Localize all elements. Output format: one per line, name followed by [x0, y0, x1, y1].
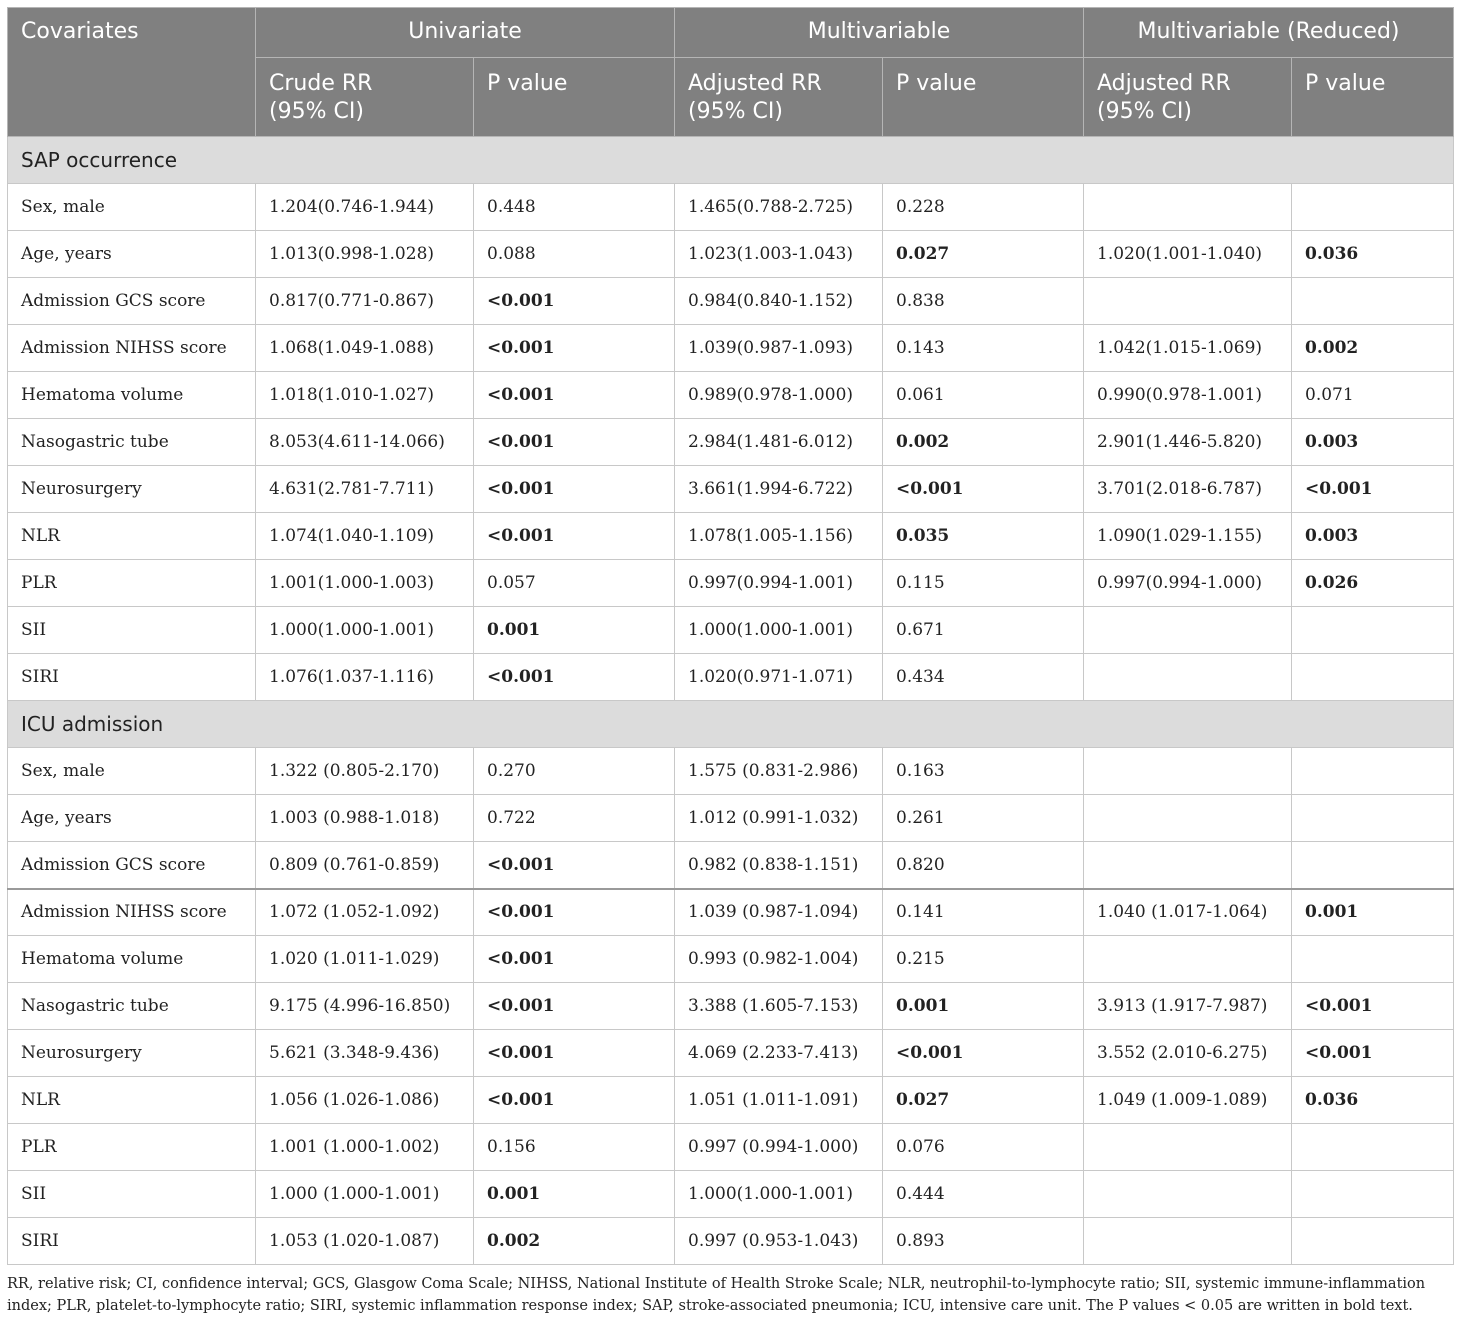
- covariate-name: SII: [8, 607, 256, 654]
- multivariable-rr: 1.465(0.788-2.725): [675, 184, 883, 231]
- reduced-p: [1292, 1124, 1454, 1171]
- table-row: [8, 795, 1454, 842]
- multivariable-rr: 4.069 (2.233-7.413): [675, 1030, 883, 1077]
- table-row: [8, 748, 1454, 795]
- reduced-rr: [1084, 184, 1292, 231]
- reduced-p: [1292, 607, 1454, 654]
- multivariable-rr: 3.661(1.994-6.722): [675, 466, 883, 513]
- multivariable-p: 0.115: [883, 560, 1084, 607]
- reduced-p: 0.003: [1292, 513, 1454, 560]
- multivariable-p: <0.001: [883, 1030, 1084, 1077]
- univariate-rr: 1.072 (1.052-1.092): [256, 889, 474, 936]
- table-row: [8, 466, 1454, 513]
- multivariable-rr: 1.039(0.987-1.093): [675, 325, 883, 372]
- univariate-rr: 1.076(1.037-1.116): [256, 654, 474, 701]
- multivariable-p: 0.163: [883, 748, 1084, 795]
- reduced-p: [1292, 654, 1454, 701]
- reduced-p: 0.026: [1292, 560, 1454, 607]
- reduced-rr: 1.090(1.029-1.155): [1084, 513, 1292, 560]
- table-row: [8, 325, 1454, 372]
- header-sub-adjusted-rr-reduced: Adjusted RR (95% CI): [1084, 58, 1292, 137]
- univariate-p: 0.270: [474, 748, 675, 795]
- reduced-rr: 0.990(0.978-1.001): [1084, 372, 1292, 419]
- table-row: [8, 654, 1454, 701]
- reduced-p: [1292, 184, 1454, 231]
- multivariable-rr: 1.020(0.971-1.071): [675, 654, 883, 701]
- reduced-p: [1292, 1218, 1454, 1265]
- multivariable-p: 0.434: [883, 654, 1084, 701]
- table-row: [8, 889, 1454, 936]
- table-row: [8, 1171, 1454, 1218]
- multivariable-rr: 0.989(0.978-1.000): [675, 372, 883, 419]
- multivariable-rr: 2.984(1.481-6.012): [675, 419, 883, 466]
- table-row: [8, 231, 1454, 278]
- covariate-name: SIRI: [8, 654, 256, 701]
- covariate-name: Nasogastric tube: [8, 419, 256, 466]
- multivariable-rr: 1.039 (0.987-1.094): [675, 889, 883, 936]
- multivariable-p: 0.027: [883, 1077, 1084, 1124]
- reduced-rr: [1084, 1124, 1292, 1171]
- univariate-p: 0.001: [474, 607, 675, 654]
- reduced-rr: [1084, 278, 1292, 325]
- header-sub-adjusted-rr: Adjusted RR (95% CI): [675, 58, 883, 137]
- covariate-name: SIRI: [8, 1218, 256, 1265]
- univariate-rr: 1.018(1.010-1.027): [256, 372, 474, 419]
- reduced-p: 0.036: [1292, 231, 1454, 278]
- reduced-p: <0.001: [1292, 466, 1454, 513]
- univariate-p: <0.001: [474, 889, 675, 936]
- table-row: [8, 1030, 1454, 1077]
- covariate-name: Hematoma volume: [8, 936, 256, 983]
- multivariable-rr: 0.997 (0.994-1.000): [675, 1124, 883, 1171]
- covariate-name: NLR: [8, 513, 256, 560]
- reduced-rr: [1084, 607, 1292, 654]
- reduced-rr: 1.042(1.015-1.069): [1084, 325, 1292, 372]
- header-covariates: Covariates: [8, 8, 256, 137]
- multivariable-p: 0.261: [883, 795, 1084, 842]
- covariate-name: Age, years: [8, 795, 256, 842]
- covariate-name: Admission NIHSS score: [8, 889, 256, 936]
- multivariable-p: 0.035: [883, 513, 1084, 560]
- univariate-p: 0.448: [474, 184, 675, 231]
- univariate-p: 0.722: [474, 795, 675, 842]
- univariate-rr: 1.020 (1.011-1.029): [256, 936, 474, 983]
- table-row: [8, 842, 1454, 889]
- table-row: [8, 419, 1454, 466]
- covariate-name: Sex, male: [8, 184, 256, 231]
- reduced-rr: 3.552 (2.010-6.275): [1084, 1030, 1292, 1077]
- multivariable-rr: 1.000(1.000-1.001): [675, 607, 883, 654]
- reduced-rr: 3.701(2.018-6.787): [1084, 466, 1292, 513]
- header-group-univariate: Univariate: [256, 8, 675, 58]
- reduced-rr: 1.040 (1.017-1.064): [1084, 889, 1292, 936]
- multivariable-p: 0.444: [883, 1171, 1084, 1218]
- covariate-name: SII: [8, 1171, 256, 1218]
- reduced-p: [1292, 795, 1454, 842]
- reduced-rr: [1084, 1171, 1292, 1218]
- univariate-rr: 4.631(2.781-7.711): [256, 466, 474, 513]
- multivariable-p: 0.228: [883, 184, 1084, 231]
- univariate-rr: 1.000(1.000-1.001): [256, 607, 474, 654]
- covariate-name: NLR: [8, 1077, 256, 1124]
- reduced-p: <0.001: [1292, 1030, 1454, 1077]
- univariate-p: <0.001: [474, 513, 675, 560]
- multivariable-rr: 1.012 (0.991-1.032): [675, 795, 883, 842]
- univariate-p: 0.001: [474, 1171, 675, 1218]
- table-row: [8, 607, 1454, 654]
- reduced-p: [1292, 936, 1454, 983]
- reduced-p: [1292, 748, 1454, 795]
- section-title: ICU admission: [8, 701, 1454, 748]
- reduced-p: [1292, 278, 1454, 325]
- covariate-name: Age, years: [8, 231, 256, 278]
- multivariable-rr: 0.997(0.994-1.001): [675, 560, 883, 607]
- univariate-p: 0.156: [474, 1124, 675, 1171]
- reduced-rr: [1084, 748, 1292, 795]
- header-group-multivariable-reduced: Multivariable (Reduced): [1084, 8, 1454, 58]
- univariate-p: <0.001: [474, 654, 675, 701]
- reduced-p: 0.002: [1292, 325, 1454, 372]
- multivariable-p: 0.838: [883, 278, 1084, 325]
- reduced-p: [1292, 1171, 1454, 1218]
- reduced-rr: [1084, 795, 1292, 842]
- reduced-rr: 1.020(1.001-1.040): [1084, 231, 1292, 278]
- univariate-rr: 1.056 (1.026-1.086): [256, 1077, 474, 1124]
- multivariable-rr: 1.078(1.005-1.156): [675, 513, 883, 560]
- univariate-p: <0.001: [474, 936, 675, 983]
- univariate-p: <0.001: [474, 1030, 675, 1077]
- univariate-rr: 8.053(4.611-14.066): [256, 419, 474, 466]
- covariate-name: Hematoma volume: [8, 372, 256, 419]
- multivariable-p: 0.141: [883, 889, 1084, 936]
- table-row: [8, 560, 1454, 607]
- covariate-name: Nasogastric tube: [8, 983, 256, 1030]
- univariate-p: <0.001: [474, 842, 675, 889]
- header-sub-crude-rr: Crude RR (95% CI): [256, 58, 474, 137]
- univariate-rr: 1.204(0.746-1.944): [256, 184, 474, 231]
- multivariable-rr: 1.575 (0.831-2.986): [675, 748, 883, 795]
- reduced-rr: [1084, 936, 1292, 983]
- multivariable-p: 0.671: [883, 607, 1084, 654]
- multivariable-rr: 0.993 (0.982-1.004): [675, 936, 883, 983]
- multivariable-p: <0.001: [883, 466, 1084, 513]
- univariate-p: <0.001: [474, 983, 675, 1030]
- multivariable-p: 0.820: [883, 842, 1084, 889]
- results-table: [7, 7, 1454, 1265]
- reduced-p: 0.003: [1292, 419, 1454, 466]
- table-row: [8, 1218, 1454, 1265]
- univariate-p: <0.001: [474, 419, 675, 466]
- univariate-p: 0.088: [474, 231, 675, 278]
- univariate-rr: 5.621 (3.348-9.436): [256, 1030, 474, 1077]
- header-sub-p-value: P value: [474, 58, 675, 137]
- reduced-rr: 0.997(0.994-1.000): [1084, 560, 1292, 607]
- reduced-p: 0.036: [1292, 1077, 1454, 1124]
- univariate-rr: 1.013(0.998-1.028): [256, 231, 474, 278]
- table-row: [8, 983, 1454, 1030]
- univariate-p: 0.002: [474, 1218, 675, 1265]
- reduced-rr: 1.049 (1.009-1.089): [1084, 1077, 1292, 1124]
- covariate-name: Admission GCS score: [8, 278, 256, 325]
- multivariable-rr: 1.023(1.003-1.043): [675, 231, 883, 278]
- univariate-rr: 0.817(0.771-0.867): [256, 278, 474, 325]
- multivariable-rr: 1.000(1.000-1.001): [675, 1171, 883, 1218]
- table-row: [8, 278, 1454, 325]
- reduced-p: 0.071: [1292, 372, 1454, 419]
- table-row: [8, 513, 1454, 560]
- reduced-p: 0.001: [1292, 889, 1454, 936]
- univariate-rr: 1.003 (0.988-1.018): [256, 795, 474, 842]
- reduced-rr: [1084, 842, 1292, 889]
- reduced-rr: [1084, 654, 1292, 701]
- univariate-p: 0.057: [474, 560, 675, 607]
- covariate-name: Admission NIHSS score: [8, 325, 256, 372]
- covariate-name: Neurosurgery: [8, 466, 256, 513]
- multivariable-p: 0.061: [883, 372, 1084, 419]
- covariate-name: PLR: [8, 560, 256, 607]
- table-row: [8, 184, 1454, 231]
- multivariable-rr: 0.997 (0.953-1.043): [675, 1218, 883, 1265]
- univariate-p: <0.001: [474, 325, 675, 372]
- univariate-rr: 1.068(1.049-1.088): [256, 325, 474, 372]
- table-body: [8, 137, 1454, 1265]
- section-header-row: [8, 701, 1454, 748]
- univariate-rr: 1.322 (0.805-2.170): [256, 748, 474, 795]
- univariate-rr: 0.809 (0.761-0.859): [256, 842, 474, 889]
- table-row: [8, 372, 1454, 419]
- multivariable-rr: 0.982 (0.838-1.151): [675, 842, 883, 889]
- reduced-p: <0.001: [1292, 983, 1454, 1030]
- table-row: [8, 1077, 1454, 1124]
- section-title: SAP occurrence: [8, 137, 1454, 184]
- univariate-p: <0.001: [474, 1077, 675, 1124]
- multivariable-p: 0.027: [883, 231, 1084, 278]
- covariate-name: Admission GCS score: [8, 842, 256, 889]
- table-footnote: RR, relative risk; CI, confidence interval; GCS, Glasgow Coma Scale; NIHSS, National Institute of Health Stroke Scale; NLR, neutrophil-to-lymphocyte ratio; SII, systemic immune-inflammation index; PLR, platelet-to-lymphocyte ratio; SIRI, systemic inflammation response index; SAP, stroke-associated pneumonia; ICU, intensive care unit. The P values < 0.05 are written in bold text.: [7, 1276, 1426, 1314]
- multivariable-rr: 0.984(0.840-1.152): [675, 278, 883, 325]
- section-header-row: [8, 137, 1454, 184]
- univariate-rr: 1.001(1.000-1.003): [256, 560, 474, 607]
- multivariable-p: 0.076: [883, 1124, 1084, 1171]
- header-group-multivariable: Multivariable: [675, 8, 1084, 58]
- univariate-rr: 1.074(1.040-1.109): [256, 513, 474, 560]
- table-row: [8, 936, 1454, 983]
- univariate-p: <0.001: [474, 466, 675, 513]
- reduced-p: [1292, 842, 1454, 889]
- covariate-name: Sex, male: [8, 748, 256, 795]
- univariate-p: <0.001: [474, 372, 675, 419]
- covariate-name: PLR: [8, 1124, 256, 1171]
- table-row: [8, 1124, 1454, 1171]
- multivariable-p: 0.893: [883, 1218, 1084, 1265]
- table-header: [8, 8, 1454, 137]
- multivariable-p: 0.002: [883, 419, 1084, 466]
- header-sub-p-value: P value: [883, 58, 1084, 137]
- univariate-rr: 9.175 (4.996-16.850): [256, 983, 474, 1030]
- reduced-rr: [1084, 1218, 1292, 1265]
- multivariable-p: 0.143: [883, 325, 1084, 372]
- reduced-rr: 2.901(1.446-5.820): [1084, 419, 1292, 466]
- reduced-rr: 3.913 (1.917-7.987): [1084, 983, 1292, 1030]
- univariate-rr: 1.053 (1.020-1.087): [256, 1218, 474, 1265]
- multivariable-rr: 1.051 (1.011-1.091): [675, 1077, 883, 1124]
- univariate-rr: 1.001 (1.000-1.002): [256, 1124, 474, 1171]
- univariate-p: <0.001: [474, 278, 675, 325]
- multivariable-p: 0.215: [883, 936, 1084, 983]
- header-sub-p-value-reduced: P value: [1292, 58, 1454, 137]
- multivariable-p: 0.001: [883, 983, 1084, 1030]
- covariate-name: Neurosurgery: [8, 1030, 256, 1077]
- multivariable-rr: 3.388 (1.605-7.153): [675, 983, 883, 1030]
- univariate-rr: 1.000 (1.000-1.001): [256, 1171, 474, 1218]
